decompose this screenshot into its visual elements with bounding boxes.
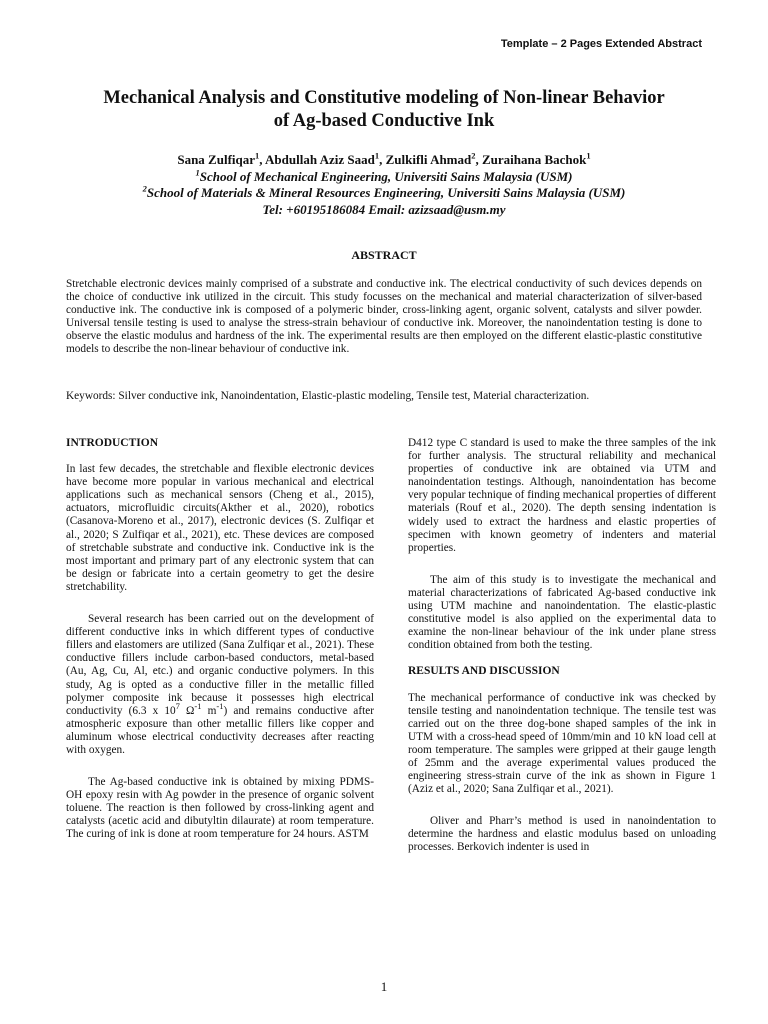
results-paragraph-2: Oliver and Pharr’s method is used in nanoindentation to determine the hardness and elastic modulus based on unloading processes. Berkovich indenter is used in <box>408 815 716 854</box>
intro-p2-part-a: Several research has been carried out on the development of different conductive inks in which different types of conductive fillers and elastomers are utilized (Sana Zulfiqar et al., 2021). These conductive fillers include carbon-based conductors, metal-based (Au, Ag, Cu, Al, etc.) and organic conductive polymers. In this study, Ag is opted as a conductive filler in the metallic filled polymer composite ink because it possesses high electrical conductivity (6.3 x 10 <box>66 613 374 717</box>
abstract-text: Stretchable electronic devices mainly comprised of a substrate and conductive ink. The electrical conductivity of such devices depends on the choice of conductive ink utilized in the circuit. This study focusses on the mechanical and material characterization of silver-based conductive ink. The conductive ink is composed of a polymeric binder, cross-linking agent, organic solvent, catalysts and silver powder. Universal tensile testing is used to analyse the stress-strain behaviour of conductive ink. Moreover, the nanoindentation testing is done to observe the elastic modulus and hardness of the ink. The experimental results are then employed on the different elastic-plastic constitutive models to describe the non-linear behaviour of conductive ink. <box>66 278 702 356</box>
intro-p2-part-d: ) and remains conductive after atmospheric exposure than other metallic fillers like copper and aluminum whose electrical conductivity decreases after reacting with oxygen. <box>66 704 374 756</box>
author-names <box>40 152 728 169</box>
left-column <box>66 437 374 855</box>
author-4-sup: 1 <box>586 150 591 161</box>
author-block <box>40 152 728 218</box>
paper-title <box>40 87 728 133</box>
author-4: , Zuraihana Bachok <box>475 152 587 167</box>
affiliation-1-text: School of Mechanical Engineering, Universiti Sains Malaysia (USM) <box>199 168 573 184</box>
keywords: Keywords: Silver conductive ink, Nanoindentation, Elastic-plastic modeling, Tensile test, Material characterization. <box>66 390 590 402</box>
intro-p2-sup-2: -1 <box>194 700 202 711</box>
results-heading: RESULTS AND DISCUSSION <box>408 665 560 678</box>
author-2-sup: 1 <box>374 150 380 161</box>
introduction-heading: INTRODUCTION <box>66 437 159 449</box>
right-column <box>408 437 716 868</box>
page-number: 1 <box>380 979 388 994</box>
intro-paragraph-3: The Ag-based conductive ink is obtained by mixing PDMS-OH epoxy resin with Ag powder in the presence of organic solvent toluene. The reaction is then followed by cross-linking agent and catalysts (acetic acid and dibutyltin dilaurate) at room temperature. The curing of ink is done at room temperature for 24 hours. ASTM <box>66 776 374 841</box>
author-1: Sana Zulfiqar <box>177 152 256 167</box>
intro-p2-sup-3: -1 <box>216 700 224 711</box>
intro-paragraph-1: In last few decades, the stretchable and flexible electronic devices have become more popular in various mechanical and electrical applications such as mechanical sensors (Cheng et al., 2015), actuators, microfluidic circuits(Akther et al., 2020), robotics (Casanova-Moreno et al., 2017), electronic devices (S. Zulfiqar et al., 2020; S Zulfiqar et al., 2021), etc. These devices are composed of stretchable substrate and conductive ink. Conductive ink is the most important and primary part of any electronic system that can be design or fabricate into a certain geometry to get the desire stretchability. <box>66 463 374 593</box>
author-3: , Zulkifli Ahmad <box>379 152 472 167</box>
results-paragraph-1: The mechanical performance of conductive ink was checked by tensile testing and nanoindentation technique. The tensile test was carried out on the three dog-bone shaped samples of the ink in UTM with a cross-head speed of 10mm/min and 10 kN load cell at room temperature. The samples were gripped at their gauge length of 25mm and the average experimental values produced the engineering stress-strain curve of the ink as shown in Figure 1 (Aziz et al., 2020; Sana Zulfiqar et al., 2021). <box>408 691 716 796</box>
intro-p2-part-b: Ω <box>179 704 195 717</box>
abstract-heading: ABSTRACT <box>351 248 417 262</box>
right-paragraph-1: D412 type C standard is used to make the three samples of the ink for further analysis. The structural reliability and mechanical properties of conductive ink are obtained via UTM and nanoindentation testings. Although, nanoindentation has become very popular technique of finding mechanical properties of different materials (Rouf et al., 2020). The depth sensing indentation is widely used to extract the hardness and elastic properties of specimen with known geometry of indenters and material properties. <box>408 437 716 554</box>
affiliation-2-text: School of Materials & Mineral Resources Engineering, Universiti Sains Malaysia (USM) <box>146 185 626 200</box>
intro-p2-part-c: m <box>201 704 217 717</box>
affiliation-1 <box>40 169 728 186</box>
affiliation-1-sup: 1 <box>195 167 200 178</box>
affiliation-2-sup: 2 <box>142 183 147 194</box>
intro-paragraph-2 <box>66 613 374 757</box>
right-paragraph-2: The aim of this study is to investigate the mechanical and material characterizations of fabricated Ag-based conductive ink using UTM machine and nanoindentation. The elastic-plastic constitutive model is also applied on the experimental data to examine the non-linear behaviour of the ink under plane stress condition obtained from both the testing. <box>408 573 716 652</box>
affiliation-2 <box>40 185 728 202</box>
author-3-sup: 2 <box>471 150 476 161</box>
intro-p2-sup-1: 7 <box>175 700 180 711</box>
title-line-2: of Ag-based Conductive Ink <box>273 111 495 131</box>
author-1-sup: 1 <box>255 150 260 161</box>
author-2: , Abdullah Aziz Saad <box>259 152 375 167</box>
template-label: Template – 2 Pages Extended Abstract <box>500 38 702 50</box>
title-line-1: Mechanical Analysis and Constitutive modeling of Non-linear Behavior <box>103 88 665 108</box>
contact-info: Tel: +60195186084 Email: azizsaad@usm.my <box>262 201 506 217</box>
